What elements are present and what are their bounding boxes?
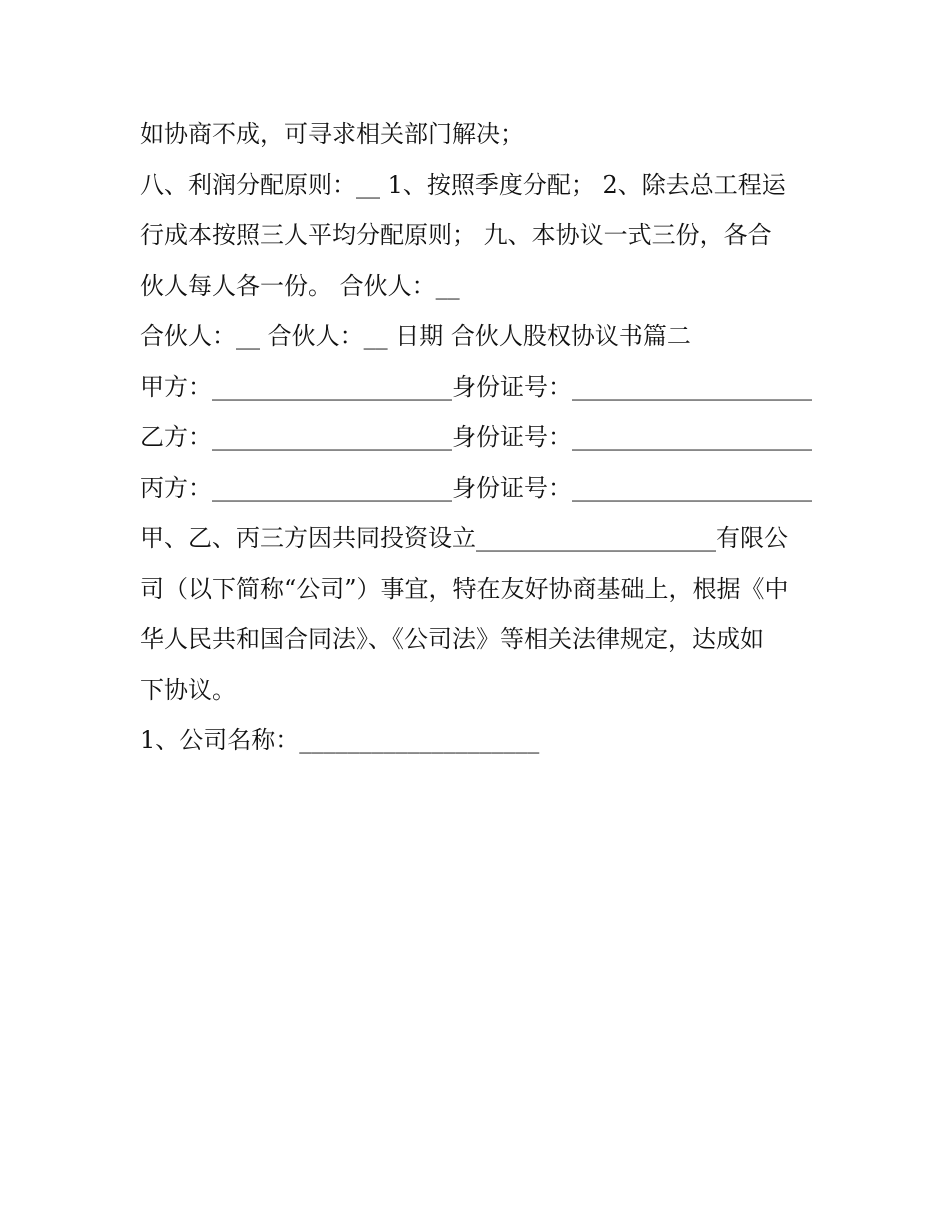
text-line: 丙方：____________________身份证号：____________________ (140, 473, 812, 502)
text-line: 1、公司名称：____________________ (140, 726, 540, 754)
text-line: 甲、乙、丙三方因共同投资设立____________________有限公 (140, 524, 788, 552)
text-line: 八、利润分配原则：__ 1、按照季度分配； 2、除去总工程运 (140, 170, 786, 199)
text-line: 甲方：____________________身份证号：____________________ (140, 372, 812, 401)
text-line: 华人民共和国合同法》、《公司法》等相关法律规定，达成如 (140, 625, 764, 653)
text-line: 下协议。 (140, 675, 236, 704)
text-line: 合伙人：__ 合伙人：__ 日期 合伙人股权协议书篇二 (140, 322, 691, 350)
text-line: 司（以下简称“公司”）事宜，特在友好协商基础上，根据《中 (140, 574, 789, 603)
text-line: 如协商不成，可寻求相关部门解决； (140, 120, 524, 148)
text-line: 伙人每人各一份。 合伙人：__ (140, 271, 460, 300)
text-line: 行成本按照三人平均分配原则； 九、本协议一式三份，各合 (140, 221, 772, 249)
document-body (140, 109, 815, 766)
text-line: 乙方：____________________身份证号：____________________ (140, 423, 812, 451)
